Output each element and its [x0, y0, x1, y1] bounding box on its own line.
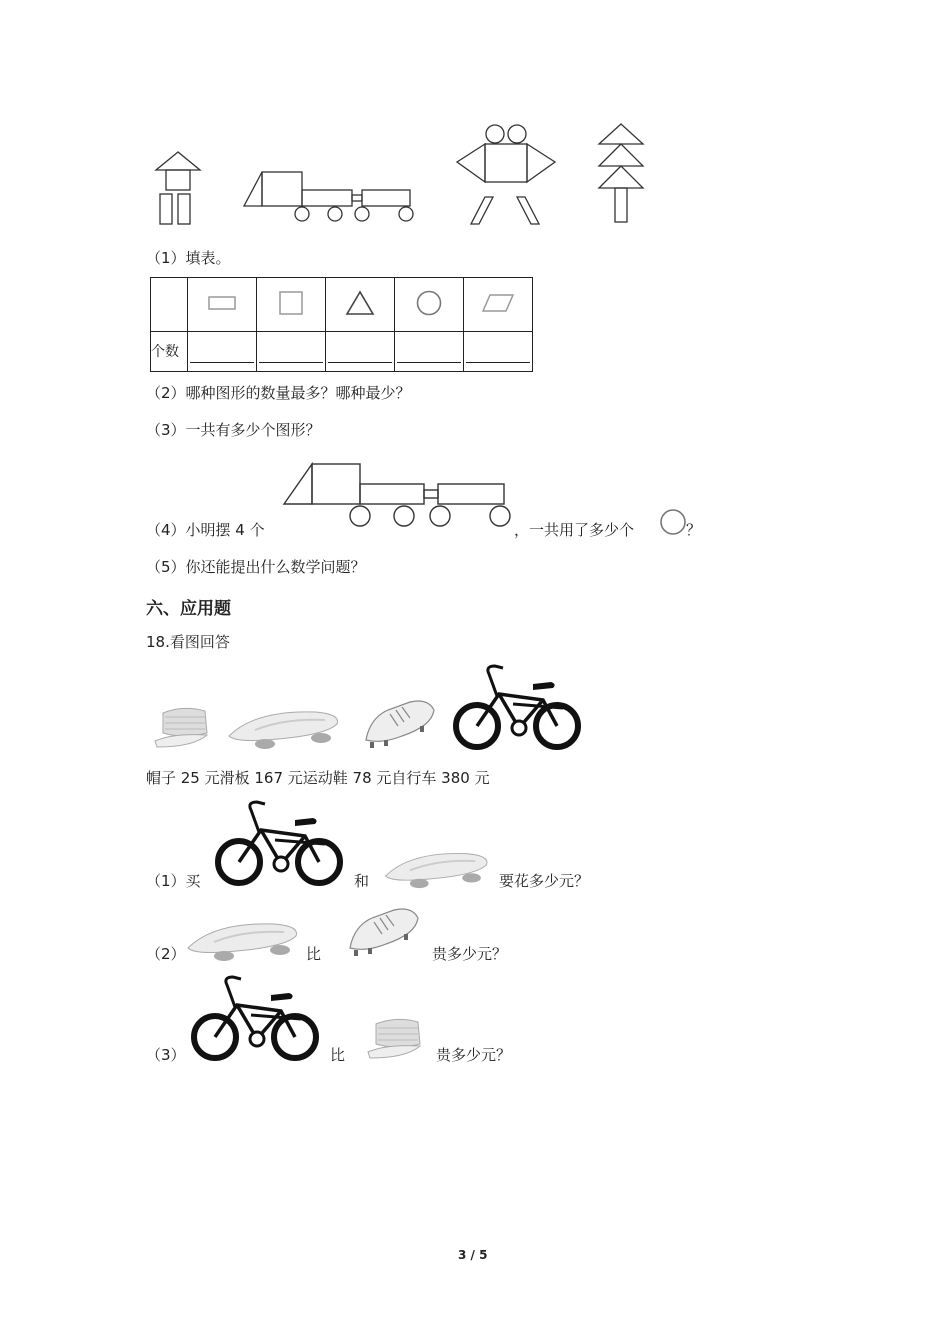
page-number: 3 / 5 — [458, 1248, 488, 1262]
table-row-label: 个数 — [151, 332, 188, 372]
sneaker-image — [346, 904, 422, 960]
problem-1-and: 和 — [354, 872, 370, 890]
tower-figure — [150, 150, 210, 230]
question-18-title: 18.看图回答 — [146, 633, 230, 651]
sub-question-1: （1）填表。 — [146, 249, 231, 267]
answer-blank[interactable] — [326, 332, 395, 372]
table-header-cell — [188, 278, 257, 332]
sub-question-5: （5）你还能提出什么数学问题？ — [146, 558, 366, 576]
answer-blank[interactable] — [188, 332, 257, 372]
answer-blank[interactable] — [257, 332, 326, 372]
table-corner-cell — [151, 278, 188, 332]
table-header-cell — [326, 278, 395, 332]
triangle-icon — [346, 291, 374, 315]
problem-3-lead: （3） — [146, 1046, 186, 1064]
bicycle-image — [453, 664, 583, 752]
sub-question-4-lead: （4）小明摆 4 个 — [146, 521, 265, 539]
skateboard-image — [378, 848, 496, 890]
problem-3-end: 贵多少元？ — [436, 1046, 512, 1064]
problem-2-lead: （2） — [146, 945, 186, 963]
sub-question-4-mid: ，一共用了多少个 — [514, 521, 635, 539]
tree-figure — [597, 122, 647, 224]
price-list: 帽子 25 元滑板 167 元运动鞋 78 元自行车 380 元 — [146, 769, 490, 787]
train-figure — [240, 168, 420, 228]
problem-3-compare: 比 — [330, 1046, 346, 1064]
table-header-cell — [464, 278, 533, 332]
table-header-cell — [257, 278, 326, 332]
sub-question-4-end: ？ — [686, 521, 702, 539]
table-header-cell — [395, 278, 464, 332]
robot-figure — [455, 122, 560, 227]
circle-icon — [416, 290, 442, 316]
rectangle-icon — [208, 296, 236, 310]
parallelogram-icon — [482, 294, 514, 312]
sub-question-2: （2）哪种图形的数量最多？哪种最少？ — [146, 384, 411, 402]
shape-count-table — [150, 277, 533, 372]
bicycle-image — [190, 975, 322, 1063]
bicycle-image — [214, 800, 346, 888]
problem-1-lead: （1）买 — [146, 872, 201, 890]
sneaker-image — [362, 696, 438, 752]
answer-blank[interactable] — [464, 332, 533, 372]
train-figure — [280, 460, 515, 532]
skateboard-image — [184, 918, 302, 963]
hat-image — [153, 705, 215, 751]
problem-2-end: 贵多少元？ — [432, 945, 508, 963]
section-heading: 六、应用题 — [146, 599, 231, 619]
hat-image — [366, 1016, 428, 1062]
problem-2-compare: 比 — [306, 945, 322, 963]
circle-icon — [659, 508, 687, 536]
answer-blank[interactable] — [395, 332, 464, 372]
skateboard-image — [225, 706, 343, 751]
sub-question-3: （3）一共有多少个图形？ — [146, 421, 321, 439]
square-icon — [279, 291, 303, 315]
problem-1-end: 要花多少元？ — [499, 872, 590, 890]
